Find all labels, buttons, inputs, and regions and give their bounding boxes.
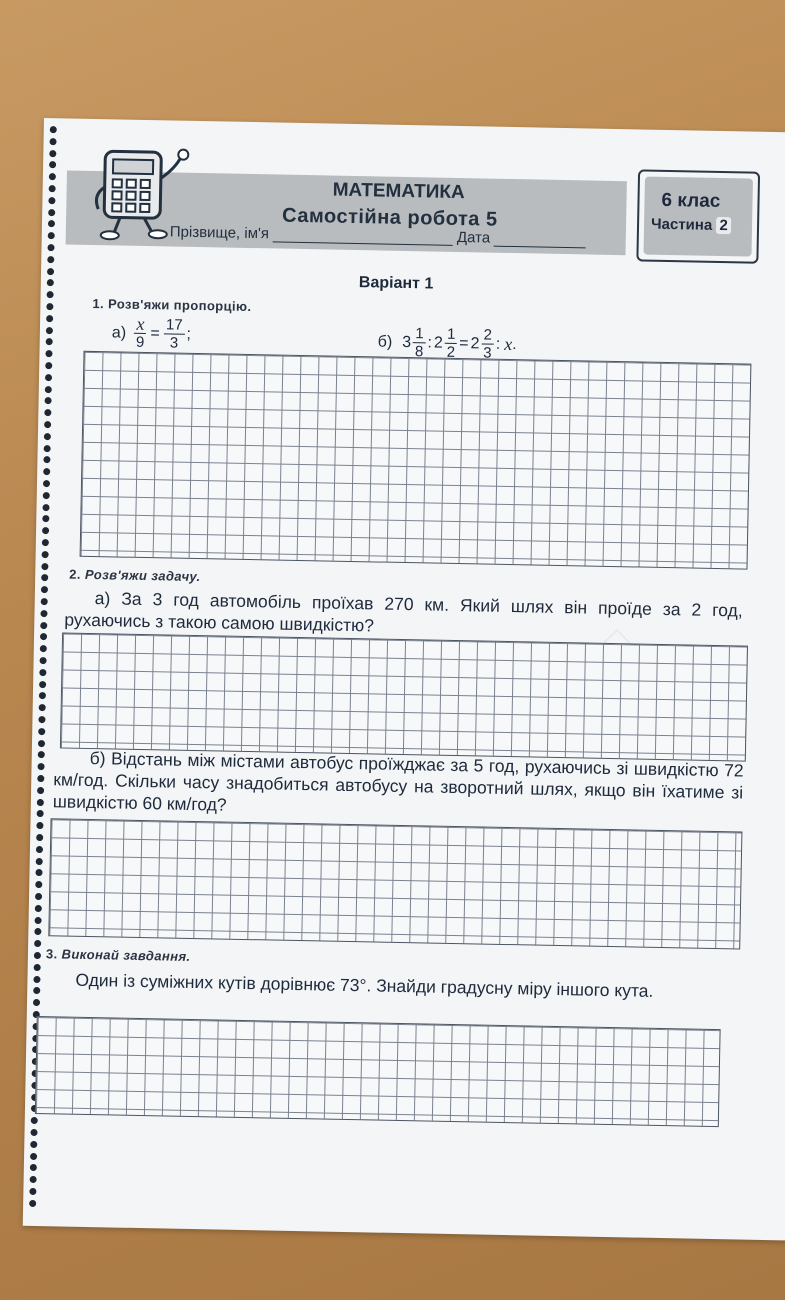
binding-hole [43,480,50,487]
binding-hole [34,928,41,935]
binding-hole [30,1129,37,1136]
binding-hole [38,740,45,747]
subject-title: МАТЕМАТИКА [332,179,465,204]
part-label-row [651,216,731,235]
binding-hole [45,350,52,357]
binding-hole [36,846,43,853]
binding-hole [35,905,42,912]
binding-hole [30,1153,37,1160]
binding-hole [38,728,45,735]
binding-hole [38,751,45,758]
binding-hole [45,362,52,369]
binding-hole [43,468,50,475]
date-line[interactable] [494,234,586,249]
binding-hole [44,421,51,428]
binding-hole [44,409,51,416]
binding-hole [34,940,41,947]
binding-hole [31,1117,38,1124]
binding-hole [40,610,47,617]
part-label: Частина [650,215,713,234]
binding-hole [35,893,42,900]
work-title: Самостійна робота 5 [281,204,498,231]
binding-hole [40,633,47,640]
binding-hole [41,563,48,570]
binding-hole [43,456,50,463]
binding-hole [35,869,42,876]
answer-grid-task1[interactable] [80,351,752,570]
binding-hole [29,1200,36,1207]
binding-hole [43,492,50,499]
task2a-text: а) За 3 год автомобіль проїхав 270 км. Який шлях він проїде за 2 год, рухаючись з такою самою швидкістю? [64,588,743,636]
binding-hole [49,173,56,180]
binding-hole [42,515,49,522]
binding-hole [48,209,55,216]
binding-hole [45,386,52,393]
binding-hole [38,716,45,723]
binding-hole [37,799,44,806]
part-number: 2 [716,217,731,234]
binding-hole [47,279,54,286]
binding-hole [30,1176,37,1183]
binding-hole [30,1164,37,1171]
binding-hole [39,704,46,711]
name-label: Прізвище, ім'я [169,223,270,243]
binding-hole [29,1188,36,1195]
task2b-text: б) Відстань між містами автобус проїжджає за 5 год, рухаючись зі швидкістю 72 км/год. Скільки часу знадобиться автобусу на зворотний шлях, якщо він їхатиме зі швидкістю 60 км/год? [52,747,744,815]
binding-hole [37,763,44,770]
binding-hole [39,669,46,676]
binding-hole [42,551,49,558]
binding-hole [37,787,44,794]
variant-title: Варіант 1 [358,274,434,293]
binding-hole [49,138,56,145]
binding-hole [48,232,55,239]
binding-hole [40,657,47,664]
binding-hole [47,256,54,263]
binding-hole [39,692,46,699]
answer-grid-task2b[interactable] [48,818,742,949]
binding-hole [44,433,51,440]
binding-hole [45,374,52,381]
binding-hole [41,574,48,581]
binding-hole [40,645,47,652]
binding-hole [40,622,47,629]
answer-grid-task2a[interactable] [60,632,748,761]
binding-hole [36,834,43,841]
binding-hole [46,303,53,310]
answer-grid-task3[interactable] [35,1016,721,1127]
binding-hole [46,315,53,322]
class-label: 6 клас [661,189,721,212]
binding-hole [44,445,51,452]
binding-hole [34,952,41,959]
binding-hole [46,338,53,345]
binding-hole [35,881,42,888]
task2-heading: 2. Розв'яжи задачу. [69,566,201,585]
binding-hole [39,681,46,688]
binding-hole [41,598,48,605]
binding-hole [37,810,44,817]
binding-hole [49,150,56,157]
task3-heading: 3. Виконай завдання. [45,946,191,964]
binding-hole [42,504,49,511]
binding-hole [45,397,52,404]
binding-hole [48,197,55,204]
binding-hole [49,161,56,168]
binding-hole [47,268,54,275]
task3-text: Один із суміжних кутів дорівнює 73°. Знайди градусну міру іншого кута. [75,969,654,1001]
binding-hole [47,291,54,298]
binding-hole [46,327,53,334]
binding-hole [37,775,44,782]
binding-hole [50,126,57,133]
task1-formula-a: а) $\frac{x}{9}$ = $\frac{17}{3}$ ; [111,313,192,352]
task1-formula-b: б) 3 $\frac{1}{8}$ : 2 $\frac{1}{2}$ = 2 $\frac{2}{3}$ : x . [377,325,517,362]
task1-heading: 1. Розв'яжи пропорцію. [92,295,252,315]
binding-hole [42,539,49,546]
binding-hole [36,858,43,865]
date-label: Дата [456,228,491,247]
worksheet-page [23,118,785,1241]
binding-hole [42,527,49,534]
binding-hole [35,917,42,924]
binding-hole [49,185,56,192]
binding-hole [30,1141,37,1148]
binding-hole [41,586,48,593]
binding-hole [36,822,43,829]
binding-hole [47,244,54,251]
binding-hole [33,999,40,1006]
binding-hole [48,220,55,227]
class-box [636,169,760,263]
